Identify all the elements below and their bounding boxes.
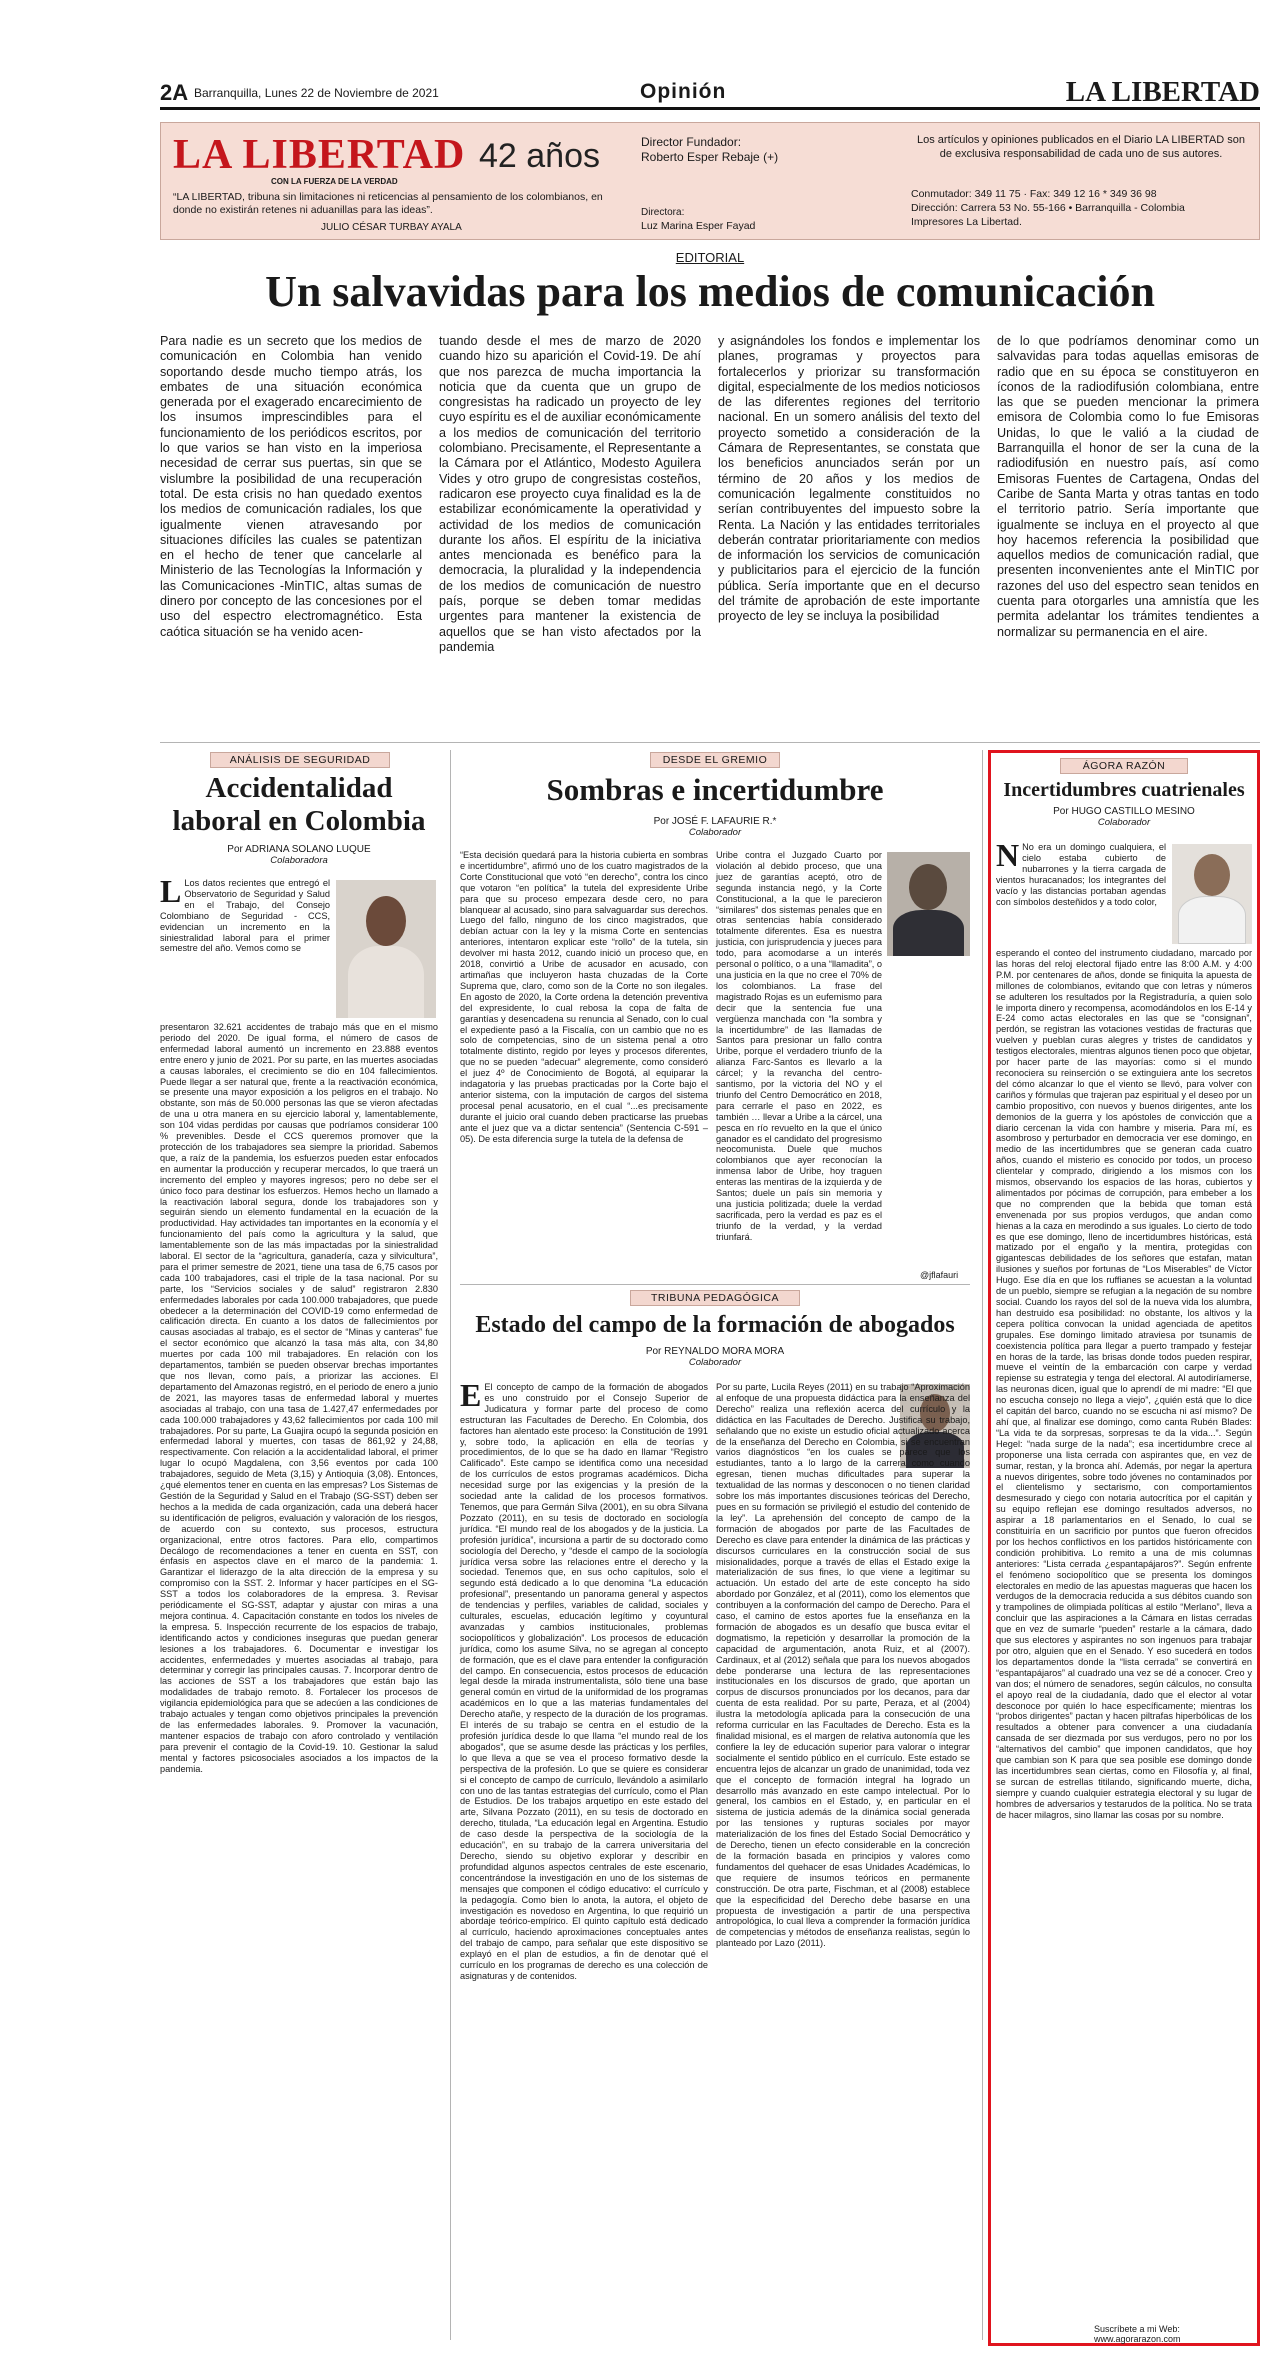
article-center-bottom-title: Estado del campo de la formación de abogados xyxy=(475,1312,955,1338)
editorial-column-4: de lo que podríamos denominar como un salvavidas para todas aquellas emisoras de radio que en su época se constituyeron en íconos de la radiodifusión colombiana, entre las que se pueden mencionar la primera emisora de Colombia como lo fue Emisoras Unidas, lo que le valió a la ciudad de Barranquilla el honor de ser la cuna de la radiodifusión en nuestro país, así como Emisoras Fuentes de Cartagena, Ondas del Caribe de Santa Marta y otras tantas en todo el territorio patrio. Sería importante que igualmente se incluya en el proyecto al que hoy hacemos referencia la posibilidad que aquellos medios de comunicación radial, que presenten inconvenientes ante el MinTIC por razones del uso del espectro sean tenidos en cuenta para otorgarles una amnistía que les permita adelantar los trámites tendientes a normalizar su permanencia en el aire. xyxy=(997,334,1259,639)
founder-name: Roberto Esper Rebaje (+) xyxy=(641,150,779,164)
contact-phones: Conmutador: 349 11 75 · Fax: 349 12 16 * 349 36 98 xyxy=(911,188,1157,200)
article-left-byline xyxy=(160,844,438,866)
masthead-quote: “LA LIBERTAD, tribuna sin limitaciones ni reticencias al pensamiento de los colombianos, en donde no existirán retenes ni aduanillas para las ideas”. xyxy=(173,191,603,216)
page-number: 2A xyxy=(160,80,189,105)
director-label: Directora: xyxy=(641,207,685,218)
article-right-intro-text: No era un domingo cualquiera, el cielo estaba cubierto de nubarrones y la tierra cargada de vientos huracanados; los integrantes del vacío y las distancias portaban agendas con símbolos desteñidos y a todo color, xyxy=(996,842,1166,907)
director-name: Luz Marina Esper Fayad xyxy=(641,220,756,232)
masthead-years: 42 años xyxy=(479,137,600,175)
article-right-footer[interactable]: Suscríbete a mi Web: www.agorarazon.com xyxy=(1094,2324,1181,2344)
article-center-top-column-1: “Esta decisión quedará para la historia cubierta en sombras e incertidumbre”, afirmó uno de los cuatro magistrados de la Corte Constitucional que votó “en derecho”, contra los cinco que votaron “en política” la tutela del expresidente Uribe para que su proceso empezara desde cero, no para blanquear al acusado, sino para salvaguardar sus derechos. Luego del fallo, ninguno de los cinco magistrados, que debían actuar con la ley y la misma Corte en sentencias anteriores, intentaron explicar este “rollo” de la tutela, sin devolver mi hasta 2012, cuando inició un proceso que, en 2018, convirtió a Uribe de acusador en acusado, con artimañas que incluyeron hasta chuzadas de la Corte Suprema que, claro, como son de la Corte no son ilegales. En agosto de 2020, la Corte ordena la detención preventiva del expresidente, lo cual rebosa la copa de falta de garantías y desencadena su renuncia al Senado, con lo cual el expediente pasó a la Fiscalía, con un cambio que no es solo de competencias, sino de un sistema penal a otro totalmente distinto, regido por leyes y procesos diferentes, que no se pueden “adecuar” alegremente, como consideró el juez 4º de Conocimiento de Bogotá, al equiparar la indagatoria y las pruebas practicadas por la Corte bajo el anterior sistema, con la imputación de cargos del sistema procesal penal acusatorio, en el cual “...es precisamente durante el juicio oral cuando deben practicarse las pruebas ante el juez que va a dictar sentencia” (Sentencia C-591 – 05). De esta diferencia surge la tutela de la defensa de xyxy=(460,850,708,1144)
article-right-title: Incertidumbres cuatrienales xyxy=(1003,779,1245,801)
article-center-top-kicker: DESDE EL GREMIO xyxy=(650,752,780,768)
editorial-divider xyxy=(160,742,1260,743)
article-center-bottom-author: Por REYNALDO MORA MORA xyxy=(645,1346,785,1357)
page-header xyxy=(160,70,1260,110)
newspaper-page xyxy=(160,70,1260,2350)
article-center-top-title: Sombras e incertidumbre xyxy=(546,772,884,807)
article-right-role: Colaborador xyxy=(1097,817,1151,828)
article-center-top-role: Colaborador xyxy=(688,827,742,838)
article-right-kicker: ÁGORA RAZÓN xyxy=(1060,758,1188,774)
contact-info xyxy=(911,187,1251,229)
editorial-column-2: tuando desde el mes de marzo de 2020 cuando hizo su aparición el Covid-19. De ahí que nos parezca de mucha importancia la noticia que da cuenta que un grupo de congresistas ha radicado un proyecto de ley cuyo espíritu es el de auxiliar económicamente a los medios de comunicación del territorio colombiano. Precisamente, el Representante a la Cámara por el Atlántico, Modesto Aguilera Vides y otro grupo de congresistas costeños, radicaron ese proyecto cuya finalidad es la de estabilizar económicamente la operatividad y actividad de los medios de comunicación durante los años. El espíritu de la iniciativa antes mencionada es benéfico para la democracia, la pluralidad y la independencia de los medios de comunicación de nuestro país, porque se deben tomar medidas urgentes para mantener la existencia de aquellos que se han visto afectados por la pandemia xyxy=(439,334,701,654)
article-center-bottom-column-2: Por su parte, Lucila Reyes (2011) en su trabajo “Aproximación al enfoque de una propuesta didáctica para la enseñanza del Derecho” realiza una reflexión acerca del currículo y la didáctica en las Facultades de Derecho. Justifica su trabajo, señalando que no existe un estudio oficial actualizado acerca de la enseñanza del Derecho en Colombia, si se encuentran varios diagnósticos “en los cuales se parece que los estudiantes, tanto a lo largo de la carrera como cuando egresan, tienen muchas dificultades para superar la textualidad de las normas y desconocen o no tienen claridad sobre los más importantes discusiones teóricas del Derecho, pues en su formación se privilegió el estudio del contenido de la ley”. La aprehensión del concepto de campo de la formación de abogados por parte de las Facultades de Derecho es clave para entender la dinámica de las prácticas y discursos curriculares en la construcción social de sus misionalidades, porque a través de ellas el Estado exige la materialización de sus fines, lo que viene a legitimar su actuación. Un estado del arte de este concepto ha sido abordado por González, et al (2011), como los elementos que contribuyen a la conformación del campo de Derecho. Para el caso, el camino de estos aportes fue la enseñanza en la formación de abogados es un desafío que busca evitar el dogmatismo, la repetición y desarrollar la promoción de la capacidad de argumentación, anota Ruiz, et al (2007). Cardinaux, et al (2012) señala que para los nuevos abogados debe ponderarse una lectura de las representaciones institucionales en los discursos de grado, que aportan un corpus de discursos pronunciados por los decanos, para dar cuenta de esta realidad. Por su parte, Peraza, et al (2004) ilustra la metodología aplicada para la consecución de una reforma curricular en las Facultades de Derecho. Esta es la finalidad misional, es el margen de relativa autonomía que les confiere la ley de educación superior para valorar o integrar socialmente el sentido público en el currículo. Este estado se encuentra lejos de alcanzar un grado de unanimidad, toda vez que el concepto de formación integral ha logrado un desarrollo más avanzado en este campo intelectual. Por lo general, los cambios en el Estado, y, en particular en el sistema de justicia además de la dinámica social generada por las tensiones y rupturas sociales por mayor materialización de los fines del Estado Social Democrático y de Derecho, tienen un efecto considerable en la concreción de la formación basada en principios y valores como fundamentos del quehacer de esas Unidades Académicas, lo que requiere de insumos teóricos en permanente construcción. De otra parte, Fischman, et al (2008) establece que la especificidad del Derecho debe basarse en una propuesta de investigación a partir de una perspectiva antropológica, lo cual lleva a comprender la formación jurídica de competencias y métodos de enseñanza realistas, según lo planteado por Lazo (2011). xyxy=(716,1382,970,1949)
page-date: Barranquilla, Lunes 22 de Noviembre de 2021 xyxy=(194,86,439,100)
article-center-bottom-column-1-text: El concepto de campo de la formación de abogados es uno construido por el Consejo Superior de Judicatura y formar parte del proceso de como estructuran las Facultades de Derecho. En Colombia, dos factores han alentado este proceso: la Constitución de 1991 y, sobre todo, la aplicación en ella de teorías y procedimientos, de lo que se ha dado en llamar “Registro Calificado”. Este campo se identifica como una necesidad de los currículos de estos programas académicos. Dicha necesidad surge por las exigencias y la presión de la sociedad ante la calidad de los procesos formativos. Tenemos, que para Germán Silva (2001), en su obra Silvana Pozzato (2011), en su tesis de doctorado en sociología jurídica. “El mundo real de los abogados y de la justicia. La profesión jurídica”, incursiona a partir de su doctorado como sociología del Derecho, y “desde el campo de la sociología jurídica versa sobre las relaciones entre el derecho y la sociedad. Tenemos que, en sus ocho capítulos, solo el segundo está dedicado a lo que denomina “La educación profesional”, presentando un panorama general y aspectos de tendencias y perfiles, variables de calidad, sociales y culturales, escuelas, educación legítimo y coyuntural avanzadas y cambios institucionales, problemas sociopolíticos y globalización”. Los procesos de educación jurídica, como los asume Silva, no se agregan al concepto de formación, que es el clave para entender la configuración del campo. En consecuencia, estos procesos de educación legal desde la mirada instrumentalista, sólo tiene una base general común en virtud de la uniformidad de los programas académicos en lo que a las materias fundamentales del Derecho atañe, y respecto de la duración de los programas. El interés de su trabajo se centra en el estudio de la profesión jurídica desde lo que llama “el mundo real de los abogados”, que se asume desde las prácticas y los perfiles, lo que lleva a que se vea el proceso formativo desde la perspectiva de la profesión. Lo que se quiere es considerar si el concepto de campo de currículo, llevándolo a asimilarlo con uno de las tantas estrategias del currículo, como el Plan de Estudios. De los trabajos arquetipo en este estado del arte, Silvana Pozzato (2011), en su tesis de doctorado en derecho, titulada, “La educación legal en Argentina. Estudio de caso desde la perspectiva de la sociología de la educación”, en su trabajo de la carrera universitaria del Derecho, siendo su objetivo explorar y describir en profundidad algunos aspectos centrales de este escenario, concentrándose la investigación en uno de los sistemas de mensajes que componen el código educativo: el currículo y la pedagogía. Como bien lo anota, la autora, el objeto de investigación es novedoso en Argentina, lo que requirió un abordaje teórico-empírico. El quinto capítulo está dedicado al currículo, haciendo aproximaciones conceptuales antes del trabajo de campo, para señalar que este dispositivo se explayó en el plan de estudios, a fin de denotar qué el currículo en los programas de derecho es una colección de asignaturas y de contenidos. xyxy=(460,1382,708,1981)
author-photo-castillo xyxy=(1172,844,1252,944)
article-center-top-signature: @jflafauri xyxy=(920,1270,959,1280)
article-center-bottom-role: Colaborador xyxy=(688,1357,742,1368)
author-photo-adriana xyxy=(336,880,436,1018)
article-right-body: esperando el conteo del instrumento ciudadano, marcado por las horas del reloj electoral fijado entre las 8:00 A.M. y 4:00 P.M. por centenares de años, donde se finiquita la apuesta de millones de colombianos, evitando que con letras y números se adulteren los resultados por la Registraduría, a quien solo le importa dinero y recompensa, acomodándolos en los E-14 y E-24 como actas electorales en las que se “consignan”, perdón, se registran las votaciones vestidas de fracturas que vuelven y pueblan curas alegres y tristes de candidatos y testigos electorales, mientras algunos tienen poco que objetar, por hacer parte de las mayorías: como si el mundo reconociera su reinserción o se extinguiera ante los secretos del cómo alcanzar lo que el viento se llevó, para volver con cariños y fórmulas que trajeran paz espiritual y el deseo por un cambio propositivo, con nuevos y buenos dirigentes, ante los demonios de la guerra y los apóstoles de convicción que a diario cercenan la vida con hambre y miseria. Para mí, es asombroso y perturbador en democracia ver ese domingo, en medio de las incertidumbres que se generan cada cuatro años, cuando el misterio es conocido por todos, un proceso clientelar y comprado, dirigiendo a los mismos con los mismos, observando los espacios de las horas, cubiertos y alimentados por pócimas de corrupción, para embeber a los que no comprenden que la bebida que toman está envenenada por sus propios verdugos, que andan como hienas a la caza en merodindo a sus iguales. Lo cierto de todo es que ese domingo, lleno de incertidumbres históricas, está matizado por el engaño y la mentira, protegidas con gigantescas debilidades de los señores que estafan, matan ilusiones y sueños por fortunas de “Los Miserables” de Víctor Hugo. Ese día en que los ruffianes se acuestan a la voluntad de un pueblo, siempre se refugian a la negación de su nombre social. Cuando los rayos del sol de la nueva vida los alumbra, han destruido esa posibilidad: no obstante, los altivos y la cepera política convocan la unidad agenciada de apetitos grupales. Ese domingo limitado atraviesa por tsunamis de coexistencia política para llegar a puerto trampado y festejar en horas de la tarde, las brisas donde todos pueden respirar, mueve el veintín de la embarcación con carpe y verdad repiense su estrategia y tenga del electoral. Al autodiríamerse, las neuronas dicen, igual que lo aprendí de mi madre: “El que no escucha consejo no llega a viejo”, ¿quién está que lo dice el capitán del barco, cuando no se escucha ni así mismo? De ahí que, al finalizar ese domingo, como canta Rubén Blades: “La vida te da sorpresas, sorpresas te da la vida...”. Según Hegel: “nada surge de la nada”; esa incertidumbre crece al proponerse una lista cerrada con aspirantes que, en vez de sumar, restan, y la bronca ahí. Además, por negar la apertura a nuevos dirigentes, sobre todo jóvenes no contaminados por el clientelismo y sectarismo, con comportamientos desmesurado y ciego con notaria autocrítica por el capitán y su equipo reflejan ese domingo resultados adversos, no aspirar a 18 parlamentarios en el Senado, lo cual se constituiría en un sacrificio por puntos que fueron ofrecidos por los hechos conflictivos en los partidos históricamente con condición prohibitiva. Lo remito a una de mis columnas anteriores: “Lista cerrada ¿espantapájaros?”. Según enfrente el fenómeno sociopolítico que se presenta los domingos electorales en medio de las apuestas magueras que hacen los verdugos de la democracia reducida a sus débitos cuando son y trampolines de olimpiada políticas al estilo “Merlano”, lleva a concluir que las aspiraciones a la Cámara en listas cerradas que en vez de sumarle “pueden” restarle a la cámara, dado que sus electores y aspirantes no son ingenuos para trabajar por otro, alguien que en el Senado. Y eso sucederá en todos los departamentos donde la “lista cerrada” se convertirá en “espantapájaros” al cuadrado una vez se dé a conocer. Creo y van dos; el número de senadores, según cálculos, no consulta el apoyo real de la ciudadanía, dado que el elector al votar desconoce por quién lo hace específicamente; mientras los “probos dirigentes” pactan y hacen piltrafas hiperbólicas de los resultados a obtener para convencer a una ciudadanía cansada de ser diezmada por sus verdugos, pero no por los “alternativos del cambio” que imponen candidatos, que hoy que cambian son K para que sea posible ese domingo donde las incertidumbres sean ciertas, como en Filosofía y, al final, se surcan de estrellas titilando, significando muerte, dicha, siempre y cuando cualquier estrategia electoral y su lugar de hombres de adversarios y testarudos de la política. No se trata de hacer milagros, sino llamar las cosas por su nombre. xyxy=(996,948,1252,1820)
masthead-logo: LA LIBERTAD xyxy=(173,132,466,178)
article-center-bottom-dropcap: E xyxy=(460,1377,482,1413)
article-center-top-byline xyxy=(460,816,970,838)
masthead-quote-author: JULIO CÉSAR TURBAY AYALA xyxy=(321,222,462,233)
article-right-byline xyxy=(996,806,1252,828)
article-center-top-column-2: Uribe contra el Juzgado Cuarto por violación al debido proceso, que una juez de garantías aceptó, otro de segunda instancia negó, y la Corte Constitucional, a la que le parecieron “similares” dos sistemas penales que en otras sentencias había considerado totalmente diferentes. Esa es nuestra justicia, con jurisprudencia y jueces para todo, para acomodarse a un interés personal o político, o a una “llamadita”, o una justicia en la que no cree el 70% de los colombianos. La frase del magistrado Rojas es un eufemismo para decir que la sentencia fue una vergüenza manchada con “la sombra y la incertidumbre” de las llamadas de Santos para presionar un fallo contra Uribe, porque el verdadero triunfo de la alianza Farc-Santos es llevarlo a la cárcel; y la revancha del centro-santismo, por la victoria del NO y el triunfo del Centro Democrático en 2018, para cerrarle el paso en 2022, es también … llevar a Uribe a la cárcel, una pesca en río revuelto en la que el único ganador es el candidato del progresismo neocomunista. Duele que muchos colombianos que ayer reconocían la inmensa labor de Uribe, hoy traguen enteras las mentiras de la izquierda y de Santos; duele un país sin memoria y una justicia politizada; duele la verdad sacrificada, pero la verdad es paz es el triunfo de la verdad, y la verdad triunfará. xyxy=(716,850,882,1242)
column-divider-right xyxy=(982,750,983,2340)
article-left-author: Por ADRIANA SOLANO LUQUE xyxy=(227,844,371,855)
author-photo-lafaurie xyxy=(887,852,970,956)
editorial-label: EDITORIAL xyxy=(675,250,745,265)
masthead-tagline: CON LA FUERZA DE LA VERDAD xyxy=(271,177,398,186)
article-left-intro xyxy=(160,873,330,1020)
responsibility-note: Los artículos y opiniones publicados en el Diario LA LIBERTAD son de exclusiva responsabilidad de cada uno de sus autores. xyxy=(917,134,1245,160)
article-right-author: Por HUGO CASTILLO MESINO xyxy=(1053,806,1195,817)
masthead xyxy=(160,122,1260,240)
editorial-headline: Un salvavidas para los medios de comunicación xyxy=(265,267,1155,316)
article-left-intro-text: Los datos recientes que entregó el Observatorio de Seguridad y Salud en el Trabajo, del Consejo Colombiano de Seguridad - CCS, evidencian un incremento en la siniestralidad laboral para el primer semestre del año. Vemos como se xyxy=(160,878,330,954)
article-left-body: presentaron 32.621 accidentes de trabajo más que en el mismo periodo del 2020. De igual forma, el número de casos de enfermedad laboral aumentó un incremento en 23.888 eventos entre enero y junio de 2021. Por su parte, en las muertes asociadas a causas laborales, el crecimiento se dio en 104 fallecimientos. Puede llegar a ser natural que, frente a la reactivación económica, se presente una mayor exposición a los peligros en el trabajo. No obstante, son más de 50.000 personas las que se vieron afectadas de una u otra manera en su ejercicio laboral y, lamentablemente, son 104 vidas perdidas por causas que podríamos considerar 100 % prevenibles. Desde el CCS queremos promover que la protección de los trabajadores sea siempre la prioridad. Sabemos que, a raíz de la pandemia, los esfuerzos pueden estar enfocados en aumentar la producción y recuperar mercados, lo que traerá un incremento del empleo y mayores ingresos; pero no debe ser el único foco para destinar los esfuerzos. Hemos hecho un llamado a la reactivación laboral segura, donde los trabajadores son y seguirán siendo un elemento fundamental en la ecuación de la productividad. Hay actividades tan importantes en la economía y el funcionamiento del país como la agricultura y la salud, que lamentablemente son de las más impactadas por la siniestralidad laboral. El sector de la “agricultura, ganadería, caza y silvicultura”, para el primer semestre de 2021, tiene una tasa de 6,75 casos por cada 100 trabajadores, casi el triple de la tasa nacional. Por su parte, los “Servicios sociales y de salud” registraron 2.830 enfermedades laborales por cada 100.000 trabajadores, que puede obedecer a la determinación del COVID-19 como enfermedad de calificación directa. En cuanto a los datos de fallecimientos por causas asociadas al trabajo, es el sector de “Minas y canteras” fue el sector económico que alcanzó la tasa más alta, con 34,80 muertes por cada 100 mil trabajadores. En relación con los departamentos, también se pueden observar brechas importantes que nos llevan, como país, a priorizar las acciones. El departamento del Amazonas registró, en el periodo de enero a junio de 2021, las mayores tasas de enfermedad laboral y muertes asociadas al trabajo, con una tasa de 1.427,47 enfermedades por cada 100.000 trabajadores y 43,62 fallecimientos por cada 100 mil trabajadores. Por su parte, La Guajira ocupó la segunda posición en enfermedad laboral y muertes, con tasas de 861,92 y 24,88, respectivamente. Con relación a la accidentalidad laboral, el primer lugar lo ocupó Magdalena, con 3,56 eventos por cada 100 trabajadores, seguido de Meta (3,15) y Antioquia (3,08). Entonces, ¿qué elementos tener en cuenta en las empresas? Los Sistemas de Gestión de la Seguridad y Salud en el Trabajo (SG-SST) deben ser hechos a la medida de cada organización, cada una deberá hacer su identificación de peligros, evaluación y valoración de los riesgos, de acuerdo con su contexto, sus procesos, estructura organizacional, entre otros factores. Para ello, compartimos Decálogo de recomendaciones a tener en cuenta en SST, con énfasis en aspectos clave en el marco de la pandemia: 1. Garantizar el liderazgo de la alta dirección de la empresa y su compromiso con la SST. 2. Informar y hacer partícipes en el SG-SST a todos los colaboradores de la empresa. 3. Revisar periódicamente el SG-SST, adaptar y ajustar con miras a una mejora continua. 4. Capacitación constante en todos los niveles de la empresa. 5. Inspección recurrente de los espacios de trabajo, identificando actos y condiciones inseguras que puedan generar lesiones a los trabajadores. 6. Documentar e investigar los accidentes, enfermedades y muertes asociadas al trabajo, para determinar y corregir las principales causas. 7. Incorporar dentro de las acciones de SST a los trabajadores que están bajo las modalidades de trabajo remoto. 8. Fortalecer los procesos de vigilancia epidemiológica para que se adecúen a las condiciones de trabajo actuales y tengan como objetivos principales la prevención de las enfermedades laborales. 9. Promover la vacunación, mantener espacios de trabajo con aforo controlado y ventilación para prevenir el contagio de la Covid-19. 10. Gestionar la salud mental y factores psicosociales asociados a los impactos de la pandemia. xyxy=(160,1022,438,1774)
editorial-column-1: Para nadie es un secreto que los medios de comunicación en Colombia han venido soportando desde mucho tiempo atrás, los embates de una situación económica generada por el exagerado encarecimiento de los insumos imprescindibles para el funcionamiento de los periódicos escritos, por lo que varios se han visto en la imperiosa necesidad de cerrar sus puertas, sin que se vislumbre la posibilidad de una recuperación total. De esta crisis no han quedado exentos los medios de comunicación radiales, los que igualmente vienen atravesando por situaciones difíciles las cuales se patentizan en el hecho de tener que cancelarle al Ministerio de las Tecnologías la Información y las Comunicaciones -MinTIC, altas sumas de dinero por concepto de las concesiones por el uso del espectro electromagnético. Esta caótica situación se ha venido acen- xyxy=(160,334,422,639)
article-left-kicker: ANÁLISIS DE SEGURIDAD xyxy=(210,752,390,768)
article-center-top-author: Por JOSÉ F. LAFAURIE R.* xyxy=(653,816,777,827)
contact-printer: Impresores La Libertad. xyxy=(911,216,1022,228)
article-left-dropcap: L xyxy=(160,873,182,909)
article-left-role: Colaboradora xyxy=(270,855,328,866)
article-right-intro xyxy=(996,837,1166,946)
article-center-top-column-2-cont xyxy=(716,956,970,1268)
editorial-column-3: y asignándoles los fondos e implementar los planes, programas y proyectos para fortalecerlos y priorizar su transformación digital, especialmente de los medios noticiosos de las diferentes regiones del territorio nacional. En un somero análisis del texto del proyecto sometido a consideración de la Cámara de Representantes, se constata que los beneficios anunciados serán por un término de 20 años y los medios de comunicación legalmente constituidos no serían contribuyentes del impuesto sobre la Renta. La Nación y las entidades territoriales deberán contratar prioritariamente con medios de información los servicios de comunicación y publicitarios para el ejercicio de la función pública. Sería importante que en el decurso del trámite de aprobación de este importante proyecto de ley se incluya la posibilidad xyxy=(718,334,980,624)
article-center-bottom-byline xyxy=(460,1346,970,1368)
contact-address: Dirección: Carrera 53 No. 55-166 • Barranquilla - Colombia xyxy=(911,202,1185,214)
founder-label: Director Fundador: xyxy=(641,135,742,149)
article-left-title: Accidentalidad laboral en Colombia xyxy=(172,772,426,837)
section-name: Opinión xyxy=(640,80,727,103)
center-divider xyxy=(460,1284,970,1285)
brand-name: LA LIBERTAD xyxy=(1065,76,1260,108)
article-right-dropcap: N xyxy=(996,837,1020,873)
article-center-bottom-kicker: TRIBUNA PEDAGÓGICA xyxy=(630,1290,800,1306)
article-center-bottom-column-1 xyxy=(460,1377,708,2340)
column-divider-left xyxy=(450,750,451,2340)
